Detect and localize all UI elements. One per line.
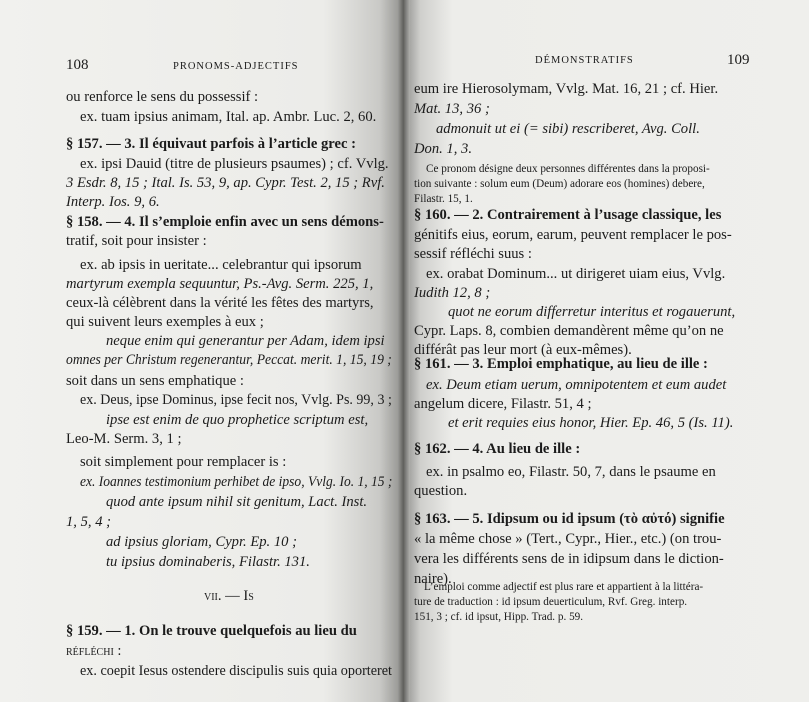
text-line: ex. in psalmo eo, Filastr. 50, 7, dans le psaume en — [426, 464, 716, 480]
page-number: 109 — [727, 52, 750, 68]
chapter-heading: vii. — Is — [204, 588, 254, 604]
text-line: ad ipsius gloriam, Cypr. Ep. 10 ; — [106, 534, 297, 550]
note-line: L’emploi comme adjectif est plus rare et appartient à la littéra- — [424, 581, 704, 593]
text-line: Leo-M. Serm. 3, 1 ; — [66, 431, 182, 447]
text-line: ex. orabat Dominum... ut dirigeret uiam eius, Vvlg. — [426, 266, 726, 282]
book-spine-shadow — [398, 0, 410, 702]
note-line: Ce pronom désigne deux personnes différentes dans la proposi- — [426, 163, 710, 175]
text-line: ou renforce le sens du possessif : — [66, 89, 259, 105]
left-page — [0, 0, 404, 702]
text-line: génitifs eius, eorum, earum, peuvent remplacer le pos- — [414, 227, 732, 243]
text-line: « la même chose » (Tert., Cypr., Hier., etc.) (on trou- — [414, 531, 722, 547]
page-number: 108 — [66, 57, 89, 73]
text-line: qui suivent leurs exemples à eux ; — [66, 314, 264, 330]
text-line: tu ipsius dominaberis, Filastr. 131. — [106, 554, 310, 570]
section-heading: § 162. — 4. Au lieu de ille : — [414, 441, 581, 457]
section-heading: § 163. — 5. Idipsum ou id ipsum (τὸ αὐτό) signifie — [414, 511, 725, 527]
text-line: eum ire Hierosolymam, Vvlg. Mat. 16, 21 ; cf. Hier. — [414, 81, 719, 97]
text-line: ex. tuam ipsius animam, Ital. ap. Ambr. Luc. 2, 60. — [80, 109, 377, 125]
text-line: Iudith 12, 8 ; — [414, 285, 491, 301]
text-line: angelum dicere, Filastr. 51, 4 ; — [414, 396, 592, 412]
note-line: 151, 3 ; cf. id ipsut, Hipp. Trad. p. 59. — [414, 611, 584, 623]
text-line: admonuit ut ei (= sibi) rescriberet, Avg. Coll. — [436, 121, 700, 137]
text-line: vera les différents sens de in idipsum dans le diction- — [414, 551, 724, 567]
text-line: réfléchi : — [66, 643, 122, 659]
text-line: ex. Ioannes testimonium perhibet de ipso, Vvlg. Io. 1, 15 ; — [80, 474, 393, 490]
text-line: soit simplement pour remplacer is : — [80, 454, 287, 470]
text-line: naire). — [414, 571, 452, 587]
text-line: Don. 1, 3. — [414, 141, 472, 157]
text-line: neque enim qui generantur per Adam, idem ipsi — [106, 333, 385, 349]
text-line: soit dans un sens emphatique : — [66, 373, 244, 389]
text-line: 1, 5, 4 ; — [66, 514, 111, 530]
note-line: tion suivante : solum eum (Deum) adorare eos (homines) debere, — [414, 178, 705, 190]
running-head: DÉMONSTRATIFS — [535, 55, 634, 66]
text-line: martyrum exempla sequuntur, Ps.-Avg. Serm. 225, 1, — [66, 276, 374, 292]
text-line: Cypr. Laps. 8, combien demandèrent même qu’on ne — [414, 323, 724, 339]
text-line: tratif, soit pour insister : — [66, 233, 207, 249]
section-heading: § 161. — 3. Emploi emphatique, au lieu de ille : — [414, 356, 708, 372]
text-line: ceux-là célèbrent dans la vérité les fêtes des martyrs, — [66, 295, 374, 311]
text-line: omnes per Christum regenerantur, Peccat. merit. 1, 15, 19 ; — [66, 352, 392, 368]
text-line: Interp. Ios. 9, 6. — [66, 194, 160, 210]
section-heading: § 160. — 2. Contrairement à l’usage classique, les — [414, 207, 722, 223]
right-page — [404, 0, 809, 702]
text-line: Mat. 13, 36 ; — [414, 101, 490, 117]
section-heading: § 158. — 4. Il s’emploie enfin avec un sens démons- — [66, 214, 384, 230]
text-line: ex. Deum etiam uerum, omnipotentem et eum audet — [426, 377, 727, 393]
text-line: quod ante ipsum nihil sit genitum, Lact. Inst. — [106, 494, 368, 510]
text-line: différât pas leur mort (à eux-mêmes). — [414, 342, 632, 358]
note-line: ture de traduction : id ipsum deuerticulum, Rvf. Greg. interp. — [414, 596, 688, 608]
text-line: ex. Deus, ipse Dominus, ipse fecit nos, Vvlg. Ps. 99, 3 ; — [80, 392, 392, 408]
text-line: question. — [414, 483, 468, 499]
text-line: ex. coepit Iesus ostendere discipulis suis quia oporteret — [80, 663, 392, 679]
text-line: sessif réfléchi suus : — [414, 246, 532, 262]
section-heading: § 157. — 3. Il équivaut parfois à l’article grec : — [66, 136, 356, 152]
section-heading: § 159. — 1. On le trouve quelquefois au lieu du — [66, 623, 357, 639]
text-line: 3 Esdr. 8, 15 ; Ital. Is. 53, 9, ap. Cypr. Test. 2, 15 ; Rvf. — [66, 175, 385, 191]
note-line: Filastr. 15, 1. — [414, 193, 473, 205]
running-head: PRONOMS-ADJECTIFS — [173, 61, 299, 72]
text-line: quot ne eorum differretur interitus et rogauerunt, — [448, 304, 736, 320]
text-line: ipse est enim de quo prophetice scriptum est, — [106, 412, 369, 428]
text-line: ex. ipsi Dauid (titre de plusieurs psaumes) ; cf. Vvlg. — [80, 156, 389, 172]
text-line: et erit requies eius honor, Hier. Ep. 46, 5 (Is. 11). — [448, 415, 734, 431]
text-line: ex. ab ipsis in ueritate... celebrantur qui ipsorum — [80, 257, 362, 273]
